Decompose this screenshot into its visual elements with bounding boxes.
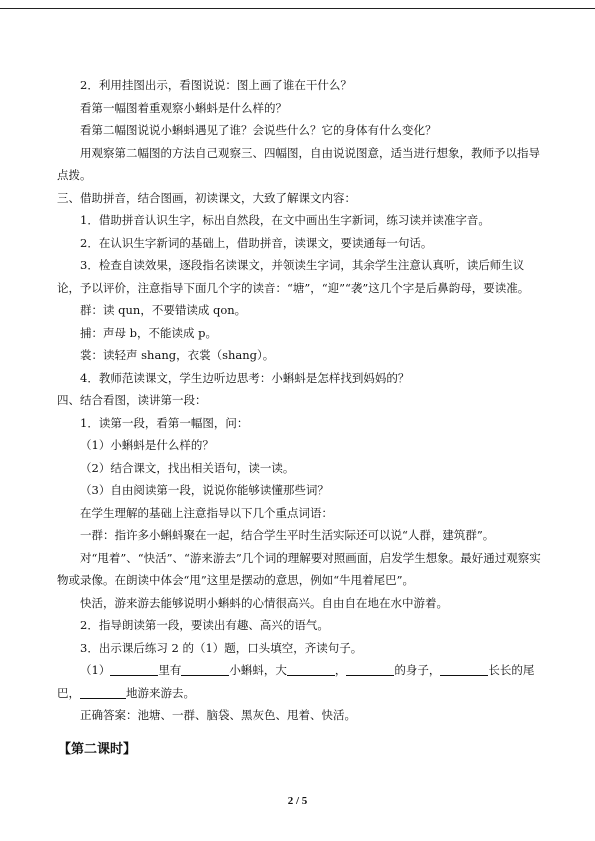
blank-3 (287, 663, 335, 676)
lesson-heading: 【第二课时】 (58, 742, 137, 757)
page-number: 2 / 5 (287, 795, 308, 807)
paragraph: 对“甩着”、“快活”、“游来游去”几个词的理解要对照画面，启发学生想象。最好通过观察实物或录像。在朗读中体会“甩”这里是摆动的意思，例如“牛甩着尾巴”。 (57, 550, 541, 587)
paragraph: 3．检查自读效果，逐段指名读课文，并领读生字词，其余学生注意认真听，读后师生议论，予以评价，注意指导下面几个字的读音：“塘”，“迎”“袭”这几个字是后鼻韵母，要读准。 (57, 258, 530, 295)
paragraph: （3）自由阅读第一段，说说你能够读懂那些词？ (80, 483, 329, 497)
section-heading: 四、结合看图，读讲第一段： (57, 393, 207, 407)
paragraph: 在学生理解的基础上注意指导以下几个重点词语： (80, 505, 333, 520)
paragraph: （1）小蝌蚪是什么样的？ (80, 438, 214, 452)
section-heading: 三、借助拼音，结合图画，初读课文，大致了解课文内容： (57, 190, 356, 205)
paragraph: 1．借助拼音认识生字，标出自然段，在文中画出生字新词，练习读并读准字音。 (80, 213, 490, 227)
blank-5 (440, 663, 488, 676)
paragraph: 1．读第一段，看第一幅图，问： (80, 415, 249, 430)
paragraph: （2）结合课文，找出相关语句，读一读。 (80, 460, 295, 475)
paragraph: 群：读 qun，不要错读成 qon。 (80, 303, 247, 317)
document-body (57, 74, 543, 727)
paragraph: 看第一幅图着重观察小蝌蚪是什么样的？ (80, 100, 287, 115)
blank-6 (80, 686, 126, 699)
paragraph: 3．出示课后练习 2 的（1）题，口头填空，齐读句子。 (80, 640, 363, 655)
answer-line: 正确答案：池塘、一群、脑袋、黑灰色、甩着、快活。 (80, 708, 356, 722)
paragraph: 2．在认识生字新词的基础上，借助拼音，读课文，要读通每一句话。 (80, 235, 433, 250)
fill-in-sentence: （1） 里有 小蝌蚪，大 ， 的身子， 长长的尾巴， 地游来游去。 (57, 663, 535, 700)
paragraph: 用观察第二幅图的方法自己观察三、四幅图，自由说说图意，适当进行想象，教师予以指导点拨。 (57, 145, 540, 182)
paragraph: 裳：读轻声 shang，衣裳（shang）。 (80, 348, 275, 362)
header-rule (0, 8, 595, 9)
paragraph: 快活，游来游去能够说明小蝌蚪的心情很高兴。自由自在地在水中游着。 (80, 595, 448, 610)
paragraph: 捕：声母 b，不能读成 p。 (80, 325, 218, 340)
paragraph: 2．利用挂图出示，看图说说：图上画了谁在干什么？ (80, 78, 352, 92)
paragraph: 看第二幅图说说小蝌蚪遇见了谁？会说些什么？它的身体有什么变化？ (80, 123, 437, 137)
blank-4 (346, 663, 394, 676)
paragraph: 2．指导朗读第一段，要读出有趣、高兴的语气。 (80, 618, 329, 632)
paragraph: 一群：指许多小蝌蚪聚在一起，结合学生平时生活实际还可以说“人群，建筑群”。 (80, 528, 495, 542)
paragraph: 4．教师范读课文，学生边听边思考：小蝌蚪是怎样找到妈妈的？ (80, 370, 410, 385)
blank-1 (110, 663, 158, 676)
blank-2 (181, 663, 229, 676)
